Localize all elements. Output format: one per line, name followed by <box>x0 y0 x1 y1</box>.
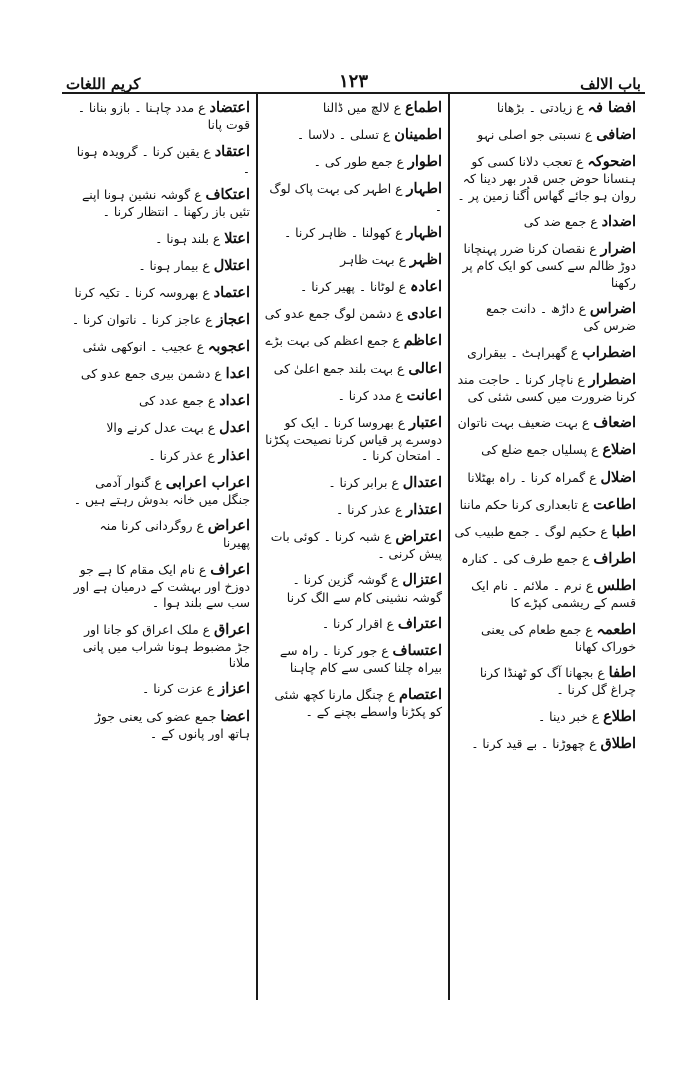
entry-definition: ع عذر کرنا ۔ <box>336 501 403 517</box>
dictionary-entry <box>262 98 442 117</box>
entry-headword: اطماع <box>404 99 442 116</box>
entry-headword: اعتقاد <box>214 142 250 160</box>
entry-headword: اعراف <box>210 560 250 578</box>
dictionary-entry <box>262 500 442 519</box>
entry-headword: اضراس <box>589 300 636 318</box>
entry-headword: اضداد <box>601 213 636 231</box>
entry-headword: اعزاز <box>218 680 250 698</box>
entry-headword: اعضا <box>220 707 250 725</box>
entry-definition: ع بہت ظاہر <box>340 252 406 267</box>
entry-headword: اعدا <box>225 365 250 383</box>
entry-headword: اضعاف <box>593 414 636 432</box>
entry-headword: اضلال <box>600 468 636 486</box>
entry-definition: ع نام ایک مقام کا ہے جو دوزخ اور بہشت کے درمیان ہے اور سب سے بلند ہوا ۔ <box>73 561 250 611</box>
entry-definition: ع جمع طور کی ۔ <box>313 154 404 170</box>
entry-headword: اعراب اعرابی <box>165 473 250 491</box>
dictionary-entry <box>262 413 442 465</box>
dictionary-entry <box>454 98 636 117</box>
dictionary-entry <box>262 179 442 215</box>
dictionary-entry <box>454 413 636 432</box>
entry-definition: ع جمع اعظم کی بہت بڑے <box>265 333 400 349</box>
entry-definition: ع عاجز کرنا ۔ ناتوان کرنا ۔ <box>71 311 213 327</box>
entry-definition: ع گوشہ نشین ہونا اپنے تئیں باز رکھنا ۔ انتظار کرنا ۔ <box>81 187 250 220</box>
dictionary-entry <box>70 391 250 410</box>
entry-headword: اعالی <box>408 359 442 377</box>
dictionary-entry <box>262 473 442 492</box>
entry-definition: ع بیمار ہونا ۔ <box>138 257 210 273</box>
entry-headword: اطراف <box>593 549 636 567</box>
chapter-title: باب الالف <box>580 74 641 93</box>
entry-headword: اطلس <box>597 577 636 594</box>
entry-definition: ع بہت عدل کرنے والا <box>106 420 216 436</box>
entry-headword: اعتراف <box>397 614 442 632</box>
entry-headword: اعتصام <box>398 685 442 703</box>
entry-definition: ع تسلی ۔ دلاسا ۔ <box>296 127 391 143</box>
entry-headword: اعادہ <box>409 278 442 296</box>
entry-definition: ع گھبراہٹ ۔ بیقراری <box>467 344 579 360</box>
dictionary-entry <box>70 310 250 329</box>
entry-definition: ع دشمن بیری جمع عدو کی <box>80 366 222 382</box>
entry-definition: ع لوٹانا ۔ پھیر کرنا ۔ <box>300 279 406 295</box>
dictionary-entry <box>454 576 636 612</box>
dictionary-entry <box>454 468 636 487</box>
dictionary-entry <box>262 277 442 296</box>
dictionary-entry <box>70 473 250 509</box>
dictionary-entry <box>454 440 636 459</box>
entry-headword: اضافی <box>596 126 636 144</box>
entry-headword: اعادی <box>407 305 442 323</box>
entry-headword: اظہار <box>406 223 442 241</box>
dictionary-entry <box>70 620 250 672</box>
entry-definition: ع نقصان کرنا ضرر پہنچانا دوڑ ظالم سے کسی کو ایک کام پر رکھنا <box>462 241 636 290</box>
entry-headword: اعدل <box>219 419 250 437</box>
dictionary-entry <box>70 229 250 248</box>
entry-headword: اطاعت <box>593 495 636 513</box>
dictionary-entry <box>70 560 250 612</box>
entry-definition: ع جمع طرف کی ۔ کنارہ <box>461 550 590 566</box>
entry-headword: اعتراض <box>395 527 442 545</box>
dictionary-entry <box>454 370 636 406</box>
entry-definition: ع خبر دینا ۔ <box>537 708 600 724</box>
entry-definition: ع تابعداری کرنا حکم ماننا <box>459 496 590 512</box>
entry-definition: ع داڑھ ۔ دانت جمع ضرس کی <box>485 301 636 334</box>
dictionary-entry <box>262 331 442 350</box>
page-number: ۱۲۳ <box>338 71 368 93</box>
dictionary-entry <box>70 98 250 134</box>
dictionary-entry <box>454 343 636 362</box>
entry-definition: ع گنوار آدمی جنگل میں خانہ بدوش رہتے ہیں ۔ <box>73 474 250 507</box>
column-left <box>66 94 258 1000</box>
entry-definition: ع روگردانی کرنا منہ پھیرنا <box>99 518 250 551</box>
dictionary-entry <box>454 549 636 568</box>
entry-headword: اعانت <box>406 386 442 404</box>
entry-definition: ع عجیب ۔ انوکھی شئی <box>82 339 204 354</box>
entry-headword: اعراض <box>207 517 250 535</box>
entry-definition: ع چنگل مارنا کچھ شئی کو پکڑنا واسطے بچنے کے ۔ <box>274 686 442 719</box>
dictionary-entry <box>262 641 442 677</box>
dictionary-entry <box>262 614 442 633</box>
entry-headword: اطلاق <box>600 734 636 752</box>
entry-headword: اطہار <box>406 180 442 198</box>
entry-headword: اضحوکہ <box>587 153 636 171</box>
entry-definition: ع عذر کرنا ۔ <box>148 447 215 463</box>
dictionary-entry <box>262 359 442 378</box>
entry-definition: ع پسلیاں جمع ضلع کی <box>481 442 599 458</box>
entry-definition: ع تعجب دلانا کسی کو ہنسانا حوض جس قدر بھر دینا کہ روان ہو جائے گھاس اُگنا زمین پر ۔ <box>457 154 636 203</box>
entry-definition: ع گمراہ کرنا ۔ راہ بھٹلانا <box>467 469 597 485</box>
entry-definition: ع بلند ہونا ۔ <box>155 230 221 246</box>
dictionary-entry <box>70 679 250 698</box>
entry-definition: ع بجھانا آگ کو ٹھنڈا کرنا چراغ گل کرنا ۔ <box>479 665 636 698</box>
entry-definition: ع اطہر کی بہت پاک لوگ ۔ <box>269 181 442 214</box>
dictionary-entry <box>454 707 636 726</box>
dictionary-entry <box>454 125 636 144</box>
entry-headword: اطعمہ <box>596 620 636 638</box>
entry-definition: ع شبہ کرنا ۔ کوئی بات پیش کرنی ۔ <box>270 528 442 561</box>
dictionary-entry <box>262 223 442 242</box>
entry-definition: ع جمع طعام کی یعنی خوراک کھانا <box>481 621 636 654</box>
entry-headword: اطبا <box>611 522 636 540</box>
entry-headword: اعراق <box>214 620 250 638</box>
dictionary-entry <box>70 337 250 356</box>
entry-definition: ع مدد کرنا ۔ <box>337 387 403 403</box>
entry-definition: ع مدد چاہنا ۔ بازو بنانا ۔ قوت پانا <box>77 100 250 133</box>
entry-headword: اعاظم <box>403 332 442 350</box>
entry-headword: اعتزال <box>402 571 442 589</box>
entry-definition: ع چھوڑنا ۔ بے قید کرنا ۔ <box>471 735 597 751</box>
entry-definition: ع نرم ۔ ملائم ۔ نام ایک قسم کے ریشمی کپڑے کا <box>471 578 636 611</box>
dictionary-entry <box>70 446 250 465</box>
entry-definition: ع دشمن لوگ جمع عدو کی <box>264 306 404 322</box>
entry-headword: اطفا <box>608 664 636 681</box>
dictionary-entry <box>262 250 442 269</box>
dictionary-columns <box>66 94 642 1000</box>
dictionary-entry <box>454 152 636 204</box>
entry-definition: جمع عضو کی یعنی جوڑ ہاتھ اور پانوں کے ۔ <box>94 708 250 741</box>
entry-headword: اطمینان <box>394 126 442 144</box>
dictionary-entry <box>262 152 442 171</box>
entry-definition: ع جمع عدد کی <box>138 393 216 409</box>
entry-headword: اعتکاف <box>205 186 250 203</box>
entry-definition: ع بہت ضعیف بہت ناتوان <box>457 415 590 431</box>
entry-headword: اضرار <box>600 240 636 258</box>
dictionary-entry <box>70 185 250 221</box>
dictionary-entry <box>70 516 250 552</box>
entry-definition: ع ملک اعراق کو جانا اور جڑ مضبوط ہونا شراب میں پانی ملانا <box>82 621 250 670</box>
entry-definition: ع کھولنا ۔ ظاہر کرنا ۔ <box>283 224 403 240</box>
entry-headword: اعتبار <box>409 413 442 431</box>
dictionary-entry <box>454 620 636 656</box>
entry-definition: ع بھروسہ کرنا ۔ تکیہ کرنا <box>74 284 210 300</box>
dictionary-entry <box>262 570 442 606</box>
entry-definition: ع لالچ میں ڈالنا <box>322 100 402 115</box>
dictionary-entry <box>262 685 442 721</box>
dictionary-entry <box>262 527 442 563</box>
entry-definition: ع بھروسا کرنا ۔ ایک کو دوسرے پر قیاس کرنا نصیحت پکڑنا ۔ امتحان کرنا ۔ <box>265 414 442 464</box>
dictionary-entry <box>262 304 442 323</box>
entry-definition: ع عزت کرنا ۔ <box>142 681 215 697</box>
column-middle <box>258 94 450 1000</box>
entry-headword: اطوار <box>407 153 442 171</box>
entry-headword: اعتلال <box>213 256 250 274</box>
entry-definition: ع گوشہ گزین کرنا ۔ گوشہ نشینی کام سے الگ کرنا <box>286 572 442 605</box>
entry-headword: افضا فہ <box>587 99 636 116</box>
entry-headword: اعتلا <box>224 229 250 247</box>
dictionary-entry <box>454 495 636 514</box>
entry-headword: اعداد <box>219 392 250 410</box>
entry-headword: اظہر <box>409 251 442 268</box>
dictionary-entry <box>70 707 250 743</box>
dictionary-entry <box>454 239 636 291</box>
entry-definition: ع اقرار کرنا ۔ <box>321 615 394 631</box>
entry-headword: اعتذار <box>406 500 442 518</box>
entry-definition: ع جور کرنا ۔ راہ سے بیراہ چلنا کسی سے کام چاہنا <box>279 643 442 676</box>
entry-definition: ع یقین کرنا ۔ گرویدہ ہونا ۔ <box>76 143 250 176</box>
dictionary-entry <box>262 125 442 144</box>
entry-definition: ع زیادتی ۔ بڑھانا <box>496 100 584 115</box>
dictionary-entry <box>70 283 250 302</box>
column-right <box>450 94 642 1000</box>
entry-headword: اضطرار <box>588 370 636 388</box>
entry-headword: اعتضاد <box>209 99 250 116</box>
entry-definition: ع بہت بلند جمع اعلیٰ کی <box>273 360 405 376</box>
entry-headword: اعذار <box>218 446 250 464</box>
dictionary-entry <box>70 256 250 275</box>
running-head <box>66 58 641 92</box>
dictionary-entry <box>70 142 250 178</box>
entry-definition: ع ناچار کرنا ۔ حاجت مند کرنا ضرورت میں کسی شئی کی <box>457 371 636 404</box>
entry-headword: اعجاز <box>216 310 250 328</box>
dictionary-entry <box>454 663 636 699</box>
entry-headword: اعتدال <box>402 473 442 491</box>
dictionary-entry <box>454 212 636 231</box>
entry-headword: اطلاع <box>603 707 636 725</box>
entry-definition: ع جمع ضد کی <box>523 214 598 230</box>
entry-definition: ع حکیم لوگ ۔ جمع طبیب کی <box>454 523 608 539</box>
entry-headword: اعجوبہ <box>207 338 250 355</box>
entry-headword: اعتساف <box>392 642 442 659</box>
entry-definition: ع برابر کرنا ۔ <box>328 474 399 490</box>
dictionary-entry <box>262 386 442 405</box>
entry-headword: اضطراب <box>582 343 636 361</box>
dictionary-entry <box>454 734 636 753</box>
book-title: کریم اللغات <box>66 74 141 93</box>
entry-headword: اعتماد <box>213 283 250 301</box>
dictionary-entry <box>70 364 250 383</box>
entry-headword: اضلاع <box>602 441 636 459</box>
entry-definition: ع نسبتی جو اصلی نہو <box>477 127 593 143</box>
dictionary-entry <box>454 522 636 541</box>
dictionary-entry <box>454 299 636 335</box>
dictionary-entry <box>70 418 250 437</box>
